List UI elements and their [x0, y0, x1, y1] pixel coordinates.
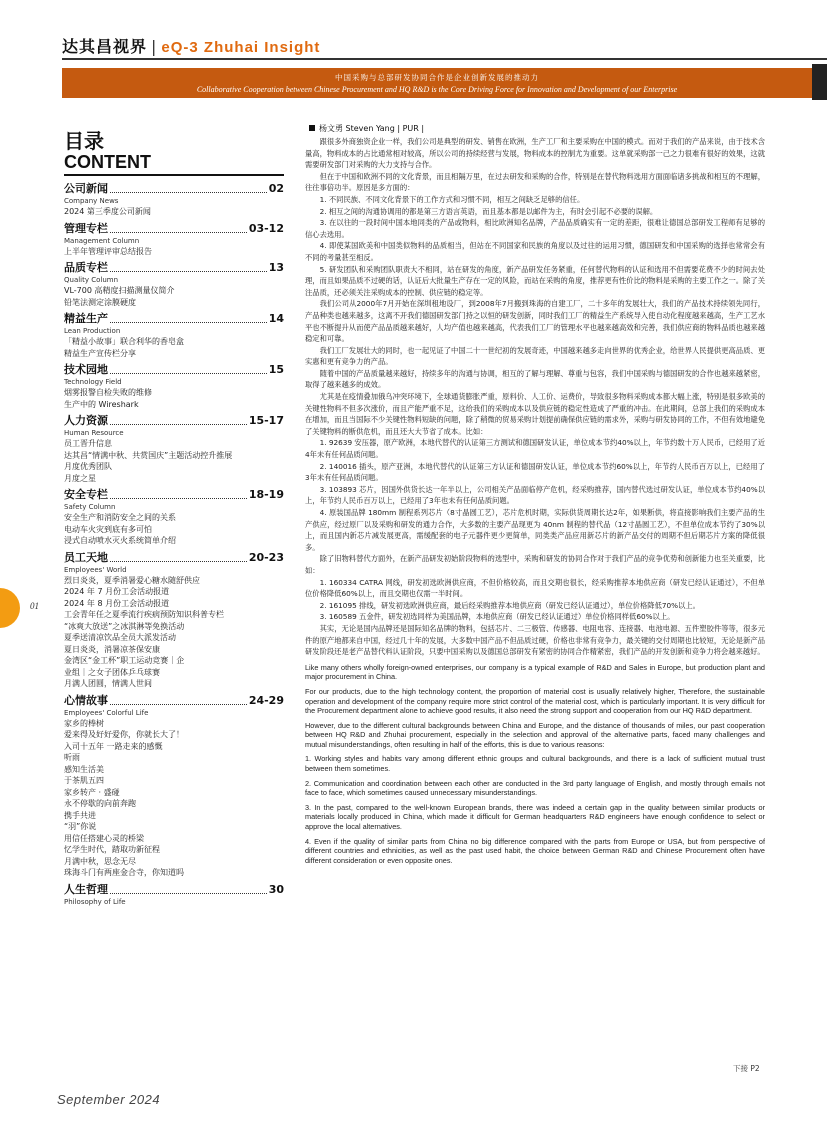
toc-item[interactable]: 入司十五年 一路走来的感慨: [64, 741, 163, 751]
toc-item[interactable]: 工会青年任之夏季流行疾病预防知识科普专栏: [64, 610, 224, 619]
article-paragraph-cn: 3. 103893 芯片，因国外供货长达一年半以上，公司相关产品面临停产危机，经采购推荐，国内替代选过研发认证，单位成本节约40%以上，年节约人民币百万以上，已经用了3年也未有任何品质问题。: [305, 484, 765, 506]
toc-section[interactable]: [64, 312, 284, 359]
toc-item[interactable]: 月度优秀团队: [64, 462, 112, 471]
issue-date: September 2024: [57, 1092, 161, 1107]
article-paragraph-cn: 1. 92639 安压器，原产欧洲，本地代替代的认证第三方测试和德国研发认证，单位成本节约40%以上，年节约数十万人民币，已经用了近4年未有任何品质问题。: [305, 438, 765, 460]
toc-item[interactable]: 家乡的棒树: [64, 718, 104, 728]
toc-item[interactable]: 业组｜之女子团体乒乓球赛: [64, 667, 160, 677]
toc-section-title[interactable]: 心情故事: [64, 693, 108, 707]
article-paragraph-en: 1. Working styles and habits vary among different ethnic groups and cultural backgrounds, and there is a lack of sufficient mutual trust between them sometimes.: [305, 754, 765, 774]
toc-section-title[interactable]: 安全专栏: [64, 488, 108, 501]
brand-line: [62, 34, 320, 57]
toc-section-heading[interactable]: [64, 488, 284, 502]
toc-section[interactable]: [64, 694, 284, 879]
toc-section[interactable]: [64, 222, 284, 258]
toc-section-items: [64, 246, 284, 258]
toc-section-page: 15-17: [248, 414, 284, 427]
article-paragraph-cn: 2. 161095 排线，研发初选欧洲供应商，最后经采购推荐本地供应商（研发已经认证通过），单位价格降低70%以上。: [319, 600, 700, 610]
toc-sections: [64, 182, 284, 907]
toc-leader-dots: [110, 271, 267, 272]
toc-section-heading[interactable]: [64, 363, 284, 377]
article-paragraph-en: 3. In the past, compared to the well-known European brands, there was indeed a certain gap in the quality between similar products or materials locally produced in China, which made it difficult for German headquarters R&D engineers have enough confidence to select or approve the local alternatives.: [305, 802, 765, 832]
toc-section[interactable]: [64, 414, 284, 484]
toc-section-title[interactable]: 精益生产: [64, 312, 108, 325]
toc-item[interactable]: 2024 第三季度公司新闻: [64, 207, 151, 216]
toc-section-heading[interactable]: [64, 883, 284, 897]
toc-section-title-en: Human Resource: [64, 429, 124, 437]
toc-section-page: 15: [268, 363, 284, 376]
toc-item[interactable]: 「精益小故事」联合利华的香皂盒: [64, 337, 184, 346]
toc-item[interactable]: 携手共进: [64, 810, 96, 820]
toc-section-title-en: Management Column: [64, 236, 140, 245]
article-paragraph-cn: 3. 在以往的一段时间中国本地同类的产品或物料，相比欧洲知名品牌，产品品质确实有一定的差距，很难让德国总部研发工程师有足够的信心去选用。: [305, 218, 765, 239]
toc-section-title[interactable]: 品质专栏: [64, 261, 108, 274]
article-paragraph-cn: 但在于中国和欧洲不同的文化背景，而且相隔万里，在过去研发和采购的合作，特别是在替代物料选用方面面临诸多挑战和相互的不理解，往往事倍功半。原因是多方面的：: [305, 171, 765, 193]
toc-leader-dots: [110, 322, 267, 323]
toc-section[interactable]: [64, 488, 284, 547]
toc-section-title[interactable]: 人生哲理: [64, 882, 108, 896]
toc-item[interactable]: 夏日炎炎，消暑凉茶保安康: [64, 644, 160, 654]
article-banner: [62, 68, 812, 98]
brand-separator: |: [151, 37, 158, 56]
toc-item[interactable]: 2024 年 8 月份工会活动报道: [64, 598, 170, 608]
article-paragraph-cn: 3. 160589 五金件，研发初选同样为美国品牌，本地供应商（研发已经认证通过）单位价格同样低60%以上。: [319, 612, 675, 622]
toc-title: 目录: [64, 129, 104, 153]
toc-section-title[interactable]: 管理专栏: [64, 221, 108, 235]
toc-section-heading[interactable]: [64, 551, 284, 565]
toc-section-title-en: Technology Field: [64, 378, 122, 386]
toc-item[interactable]: 忆学生时代，踏取功新征程: [64, 845, 160, 854]
toc-item[interactable]: “羽”你说: [64, 822, 97, 831]
article-paragraph-cn: 4. 即使某国欧美和中国类似物料的品质相当，但站在不同国家和民族的角度以及过往的运用习惯，德国研发和中国采购的选择也常常会有不同的考量甚至相反。: [305, 241, 765, 262]
article-paragraph-en: 4. Even if the quality of similar parts from China no big difference compared with the parts from Europe or USA, but from perspective of different countries and ethnicities, as well as the past used habit, the choice between German R&D and Chinese Procurement often have different consideration or even opposite ones.: [305, 836, 765, 865]
toc-section-items: [64, 438, 284, 484]
banner-title-en: Collaborative Cooperation between Chinese Procurement and HQ R&D is the Core Driving Force for Innovation and Development of our Enterprise: [196, 85, 678, 94]
page-header: [0, 0, 827, 66]
article-paragraph-cn: 2. 140016 插头，原产亚洲，本地代替代的认证第三方认证和德国研发认证，单位成本节约60%以上，年节约人民币百万以上，已经用了3年未有任何品质问题。: [305, 461, 765, 483]
toc-leader-dots: [110, 424, 247, 425]
side-tab-marker: [812, 64, 827, 100]
toc-item[interactable]: 夏季送清凉饮品全员大派发活动: [64, 633, 176, 642]
toc-section-page: 02: [268, 182, 284, 195]
toc-item[interactable]: 精益生产宣传栏分享: [64, 348, 136, 358]
toc-section-title-en: Employees' World: [64, 565, 127, 574]
toc-section-heading[interactable]: [64, 261, 284, 275]
article-body-cn: [305, 136, 765, 658]
toc-section-heading[interactable]: [64, 222, 284, 236]
article-paragraph-en: However, due to the different cultural backgrounds between China and Europe, and the distance of thousands of miles, our past cooperation between HQ R&D and Zhuhai procurement, especially in the selection and approval of the alternative parts, faced many challenges and mutual misunderstandings, often resulting in half of the efforts, this is due to various reasons:: [305, 720, 765, 749]
byline-text: 杨文勇 Steven Yang | PUR |: [319, 124, 425, 133]
toc-leader-dots: [110, 373, 267, 374]
toc-section-items: [64, 387, 284, 410]
toc-item[interactable]: 月度之星: [64, 473, 96, 483]
toc-leader-dots: [110, 893, 267, 894]
page-number-tab: [0, 588, 20, 628]
toc-item[interactable]: 生产中的 Wireshark: [64, 399, 139, 409]
toc-leader-dots: [110, 192, 267, 193]
toc-section[interactable]: [64, 363, 284, 410]
toc-item[interactable]: 永不停歇的向前奔跑: [64, 799, 136, 808]
toc-section-title[interactable]: 人力资源: [64, 414, 108, 427]
toc-section-heading[interactable]: [64, 182, 284, 196]
toc-item[interactable]: 爱来得及好好爱你，你就长大了！: [64, 730, 184, 739]
toc-section[interactable]: [64, 261, 284, 308]
toc-section-items: [64, 206, 284, 218]
toc-item[interactable]: 烟雾报警自检失败的维修: [64, 388, 152, 397]
toc-item[interactable]: VL-700 高精度扫描测量仪简介: [64, 286, 175, 295]
article-paragraph-cn: 1. 不同民族、不同文化背景下的工作方式和习惯不同，相互之间缺乏足够的信任。: [319, 194, 585, 204]
toc-section-title-en: Lean Production: [64, 327, 121, 335]
article-byline: [309, 122, 765, 136]
toc-section-items: [64, 512, 284, 547]
article-paragraph-cn: 随着中国的产品质量越来越好，持续多年的沟通与协调，相互的了解与理解、尊重与包容，我们中国采购与德国研发的合作也越来越紧密，取得了越来越多的成效。: [305, 368, 765, 390]
toc-section-page: 20-23: [248, 550, 284, 564]
toc-section-items: [64, 285, 284, 308]
article-paragraph-en: 2. Communication and coordination between each other are conducted in the 3rd party language of English, and mostly through emails not face to face, which sometimes caused unnecessary misunderstandings.: [305, 778, 765, 798]
magazine-subtitle: eQ-3 Zhuhai Insight: [161, 39, 321, 56]
article-paragraph-cn: 除了旧物料替代方面外，在新产品研发初始阶段物料的选型中，采购和研发的协同合作对于我们产品的竞争优势和创新能力也至关重要，比如：: [305, 554, 765, 575]
article-paragraph-cn: 尤其是在疫情叠加俄乌冲突环境下，全球通货膨胀严重，原料价、人工价、运费价，导致很多物料采购成本都大幅上涨，特别是很多欧美的关键性物料不但多次涨价，而且产能严重不足，这给我们的采购成本以及供应链的稳定性造成了严重的冲击。在此期间，总部上我们的采购成本在增加，而且当国际不少关键性物料短缺的问题，除了稍微的贸易采购计划提前确保供应链的需求外，采购与研发协同的工作，不但有效地避免了关键物料的断供危机，而且还大大节省了成本。比如：: [305, 392, 765, 436]
toc-item[interactable]: 感知生活美: [64, 764, 104, 774]
toc-item[interactable]: 2024 年 7 月份工会活动报道: [64, 587, 170, 596]
toc-section-title[interactable]: 技术园地: [64, 363, 108, 376]
article-paragraph-cn: 我们公司从2000年7月开始在深圳租地设厂，到2008年7月搬到珠海的自建工厂，二十多年的发展壮大，我们的产品技术持续领先同行，产品种类也越来越多，这离不开我们德国研发部门持之以恒的研发创新，同时我们工厂的精益生产系统导入使自动化程度越来越高，生产工艺水平也不断提升从而使产品品质越来越好，人均产值也越来越高，代表我们工厂的管理水平也越来越高效和完善，我们供应商的物料品质也越来越稳定和可靠。: [305, 299, 765, 344]
toc-leader-dots: [110, 561, 247, 562]
toc-item[interactable]: 月满中秋，思念无尽: [64, 856, 136, 866]
toc-item[interactable]: 上半年管理评审总结报告: [64, 246, 152, 256]
article-paragraph-cn: 4. 原装国品牌 180mm 制程系列芯片（8寸晶圆工艺），芯片危机时期，实际供货周期长达2年，如果断供，将直接影响我们主要产品的生产供应，经过原厂以及采购和研发的通力合作，大多数的主要产品现更为 40nm 制程的替代品（12寸晶圆工艺），不但单位成本节约了30%以上，而且国内新芯片减发展更高，需缓配套的电子元器件更少更简单，同类类产品应用新芯片的新产品交付的周期不但后期芯片方案的降低很多。: [305, 508, 765, 552]
header-rule: [62, 58, 827, 60]
article-paragraph-en: For our products, due to the high technology content, the proportion of material cost is usually relatively higher, Therefore, the sustainable operation and development of the company require more strict control of the material cost, which is particularly important. It is very difficult for the Procurement department alone to achieve good results, it also need the strong support and cooperation from our HQ R&D department.: [305, 686, 765, 716]
article-paragraph-cn: 跟很多外商独资企业一样，我们公司是典型的研发、销售在欧洲，生产工厂和主要采购在中国的模式。而对于我们的产品来说，由于技术含量高，物料成本的占比通常相对较高，所以公司的持续经营与发展，物料成本的控制尤为重要。这单就采购部一己之力很难有很好的效果，这就需要研发部门对采购的大力支持与合作。: [305, 137, 765, 170]
toc-item[interactable]: 铅笔法测定涂膜硬度: [64, 297, 136, 307]
article-body-en: [305, 663, 765, 866]
toc-section-heading[interactable]: [64, 694, 284, 708]
toc-section-page: 18-19: [248, 488, 284, 501]
toc-item[interactable]: 用信任搭建心灵的桥梁: [64, 833, 144, 843]
toc-item[interactable]: 家乡转产 · 盛碰: [64, 787, 120, 797]
toc-leader-dots: [110, 232, 247, 233]
magazine-title: 达其昌视界: [62, 37, 148, 56]
toc-section-heading[interactable]: [64, 414, 284, 428]
banner-title-cn: 中国采购与总部研发协同合作是企业创新发展的推动力: [335, 73, 539, 82]
continued-note: 下接 P2: [733, 1064, 760, 1073]
toc-item[interactable]: 电动车火灾到底有多可怕: [64, 524, 152, 534]
toc-title-en: CONTENT: [64, 152, 151, 172]
toc-item[interactable]: 安全生产和消防安全之间的关系: [64, 513, 176, 522]
toc-section-title-en: Safety Column: [64, 503, 116, 511]
toc-section[interactable]: [64, 182, 284, 218]
toc-item[interactable]: 月满人团圆，情满人世间: [64, 679, 152, 688]
table-of-contents: [64, 130, 284, 907]
toc-section-title-en: Philosophy of Life: [64, 897, 126, 906]
toc-section-title[interactable]: 公司新闻: [64, 182, 108, 195]
toc-section-page: 03-12: [248, 221, 284, 235]
article: [305, 122, 765, 1082]
toc-section-items: [64, 718, 284, 879]
article-paragraph-en: Like many others wholly foreign-owned enterprises, our company is a typical example of R&D and Sales in Europe, but production plant and major procurement in China.: [305, 662, 765, 682]
article-paragraph-cn: 2. 相互之间的沟通协调用的都是第三方语言英语，而且基本都是以邮件为主，有时会引起不必要的误解。: [319, 206, 658, 216]
byline-square-icon: [309, 125, 315, 131]
toc-item[interactable]: 于茶肌五四: [64, 776, 104, 785]
toc-section-page: 24-29: [248, 693, 284, 707]
toc-item[interactable]: 听雨: [64, 753, 80, 762]
toc-section-items: [64, 336, 284, 359]
toc-section-page: 13: [268, 261, 284, 274]
toc-item[interactable]: “冰爽大放送”之冰淇淋等免换活动: [64, 621, 185, 631]
page-number: 01: [30, 601, 39, 611]
toc-leader-dots: [110, 704, 247, 705]
toc-item[interactable]: 员工晋升信息: [64, 439, 112, 448]
toc-item[interactable]: 浸式自动喷水灭火系统简单介绍: [64, 536, 176, 545]
toc-section-heading[interactable]: [64, 312, 284, 326]
toc-section-title-en: Company News: [64, 197, 119, 205]
article-paragraph-cn: 我们工厂发展壮大的同时，也一起见证了中国二十一世纪初的发展奇迹，中国越来越多走向世界的优秀企业，给世界人民提供更高品质、更实惠和更有竞争力的产品。: [305, 345, 765, 367]
toc-section-page: 14: [268, 312, 284, 325]
toc-section-items: [64, 575, 284, 690]
toc-item[interactable]: 金湾区“金工杯”职工运动竞赛｜企: [64, 656, 185, 665]
toc-item[interactable]: 烈日炎炎，夏季消暑爱心糖水随舒供应: [64, 575, 200, 585]
article-paragraph-cn: 5. 研发团队和采购团队职责大不相同，站在研发的角度，新产品研发任务紧重，任何替代物料的认证和选用不但需要花费不少的时间去处理，而且如果品质不过硬的话，认证后大批量生产存在一定的风险，而站在采购的角度，推荐更有性价比的物料是采购的主要工作之一。除了关注品质，还必须关注采购成本的控制、供应链的稳定等。: [305, 264, 765, 297]
toc-section-page: 30: [268, 882, 284, 896]
toc-section-title-en: Quality Column: [64, 276, 119, 284]
toc-item[interactable]: 珠海斗门有两座金合寺，你知道吗: [64, 868, 184, 877]
article-paragraph-cn: 其实，无论是国内品牌还是国际知名品牌的物料，包括芯片、二三极管、传感器、电阻电容、连接器、电池电源、五件塑胶件等等，很多元件的原产地都来自中国，经过几十年的发展，大多数中国产品不但品质过硬，价格也非常有竞争力，最关键的交付周期也比较短，无论是新产品研发阶段还是老产品替代料认证阶段，只要中国采购以及德国总部研发有紧密的协同合作精紧密，我们产品的开发创新和竞争力将会越来越好。: [305, 623, 765, 657]
toc-leader-dots: [110, 498, 247, 499]
toc-section-title-en: Employees' Colorful Life: [64, 708, 149, 717]
toc-section-title[interactable]: 员工天地: [64, 550, 108, 564]
article-paragraph-cn: 1. 160334 CATRA 网线，研发初选欧洲供应商，不但价格较高，而且交期也很长，经采购推荐本地供应商（研发已经认证通过），不但单位价格降低60%以上，而且交期也仅需一半时间。: [305, 577, 765, 599]
toc-section[interactable]: [64, 883, 284, 907]
toc-section[interactable]: [64, 551, 284, 690]
toc-item[interactable]: 达其昌“情满中秋、共赏国庆”主题活动控升推展: [64, 450, 233, 460]
toc-rule: [64, 174, 284, 176]
